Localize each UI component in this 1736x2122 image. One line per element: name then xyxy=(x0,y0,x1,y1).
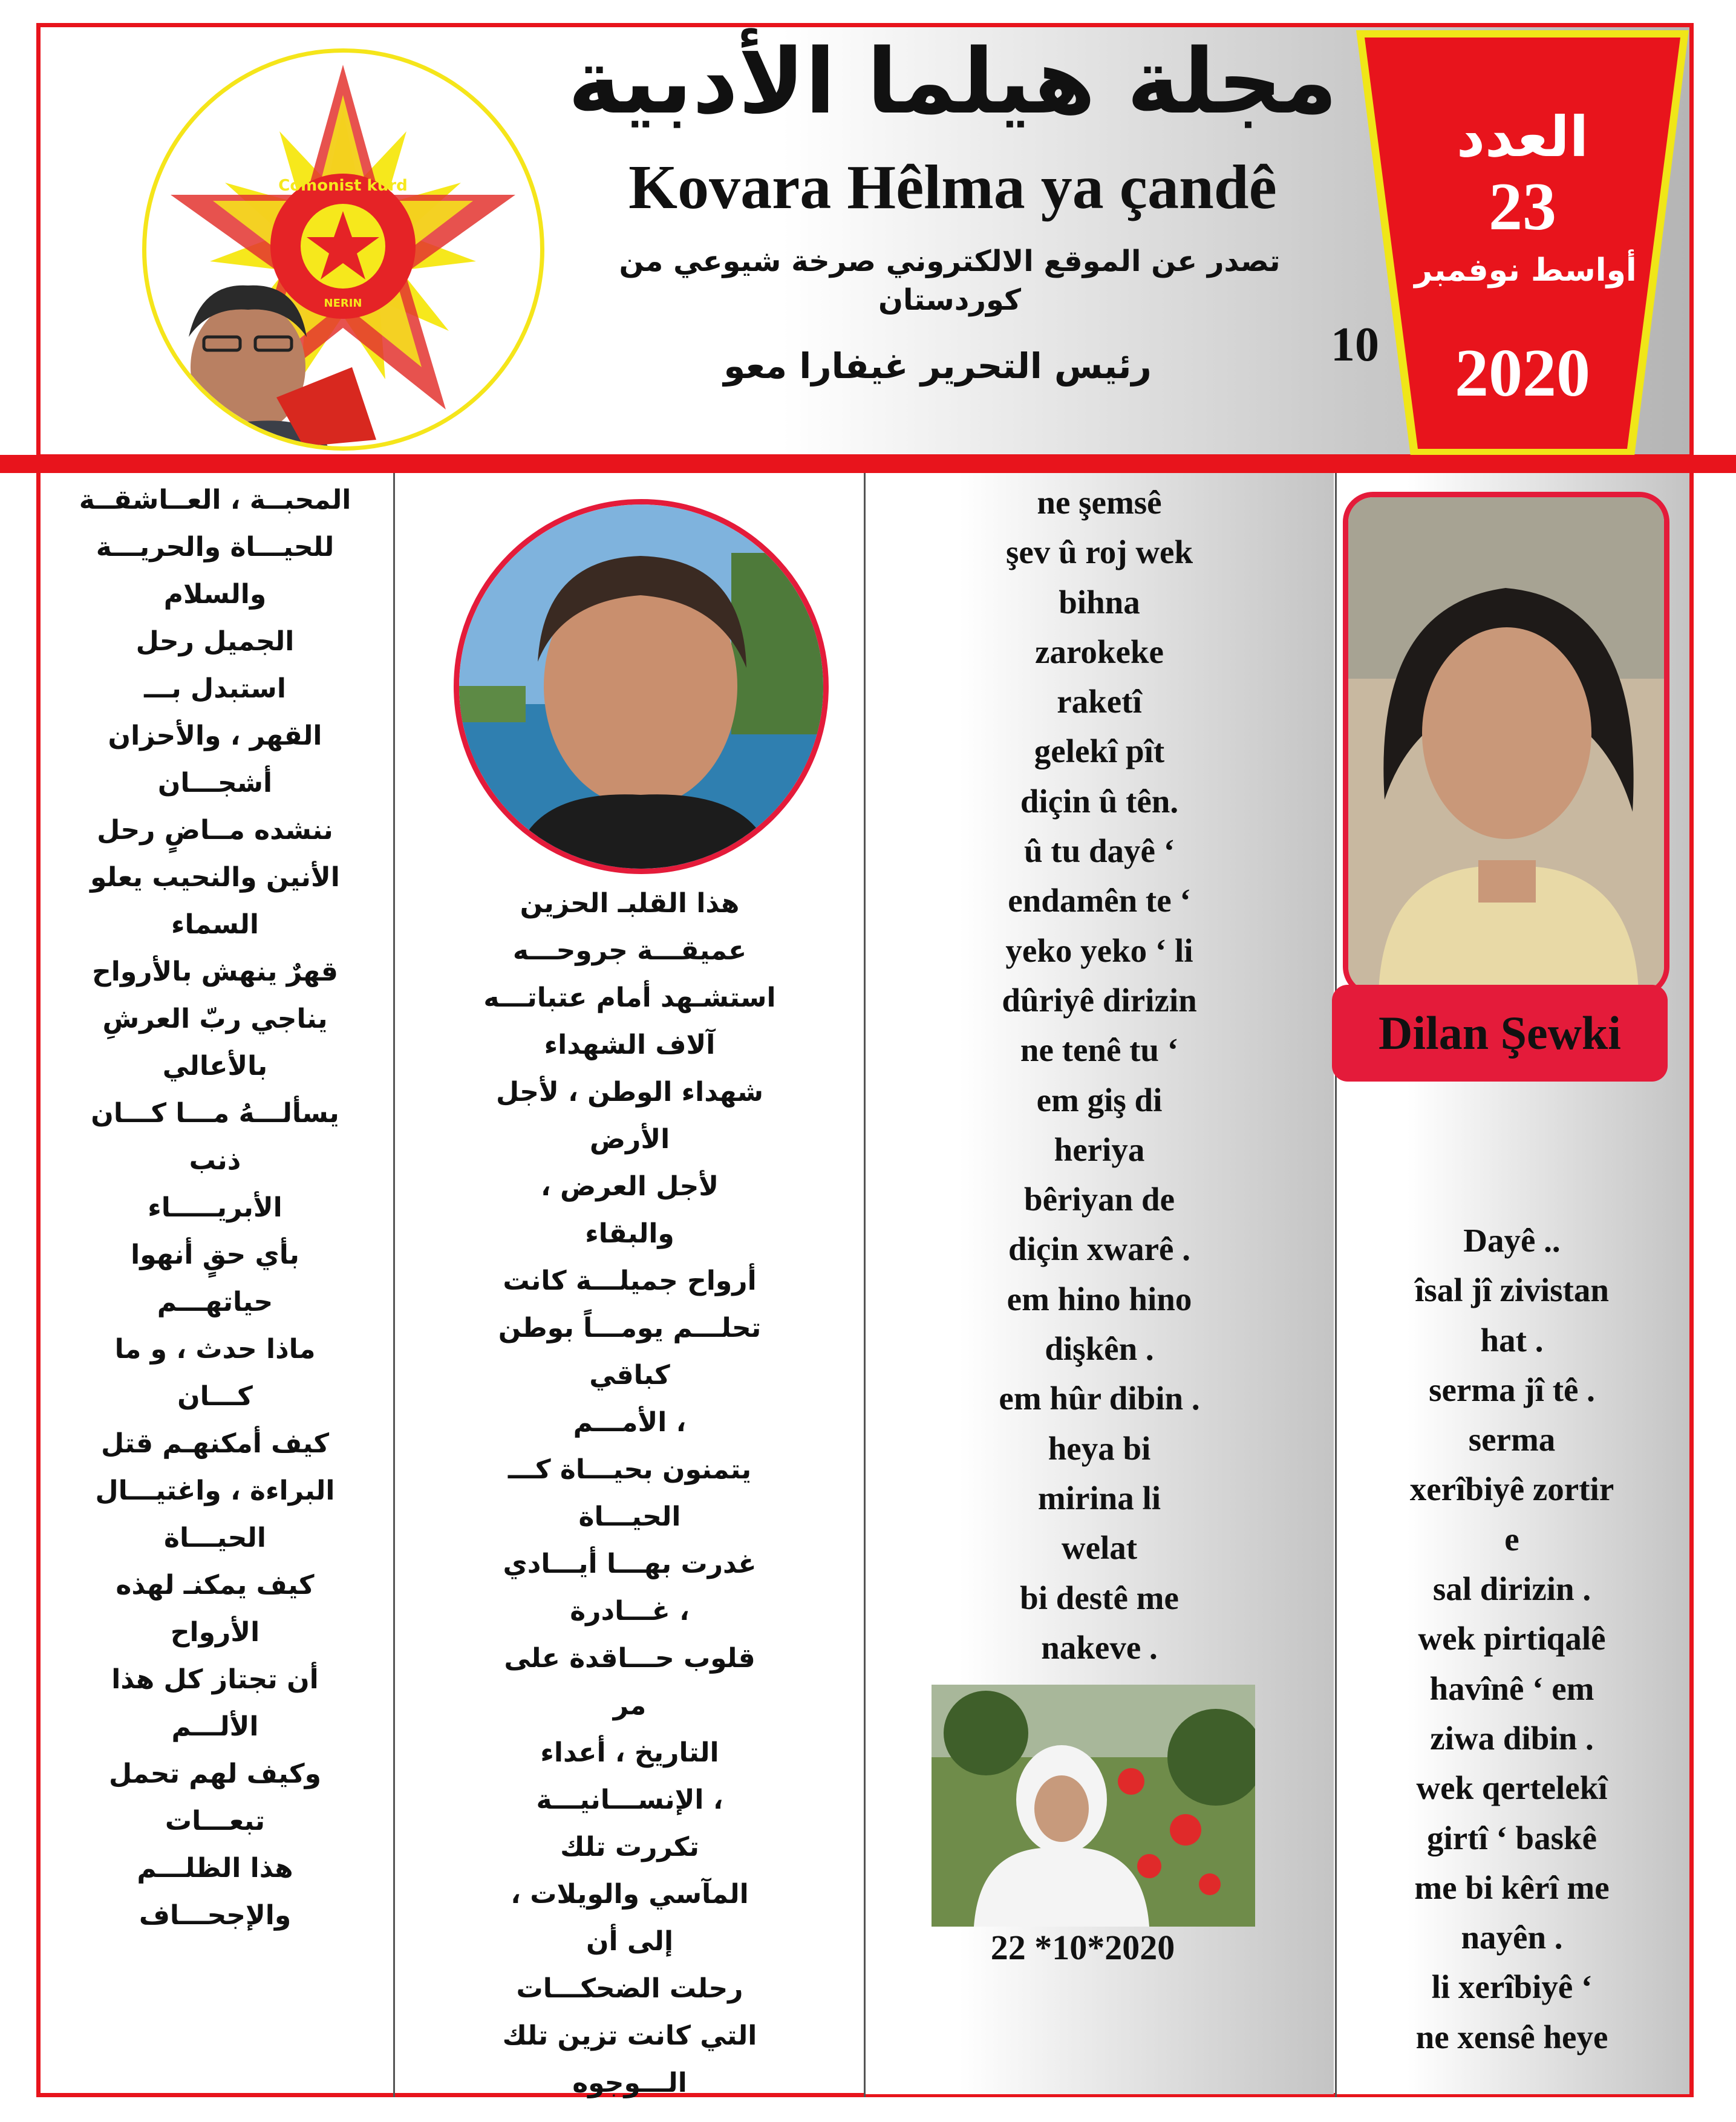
poem-line: شهداء الوطن ، لأجل xyxy=(496,1077,763,1108)
poem-line: كباقي xyxy=(589,1360,670,1391)
column-divider xyxy=(1335,473,1337,2097)
poet-photo-circle xyxy=(454,499,829,874)
logo xyxy=(142,48,544,451)
poem-line: الأرواح xyxy=(170,1617,260,1648)
poem-line: ننشده مــاضٍ رحل xyxy=(97,815,333,846)
poem-line: girtî ‘ baskê xyxy=(1426,1819,1597,1856)
poem-line: للحيـــاة والحريـــة xyxy=(96,532,334,563)
poem-line: الأنين والنحيب يعلو xyxy=(90,862,340,893)
poem-line: ziwa dibin . xyxy=(1430,1719,1594,1757)
poem-line: القهر ، والأحزان xyxy=(108,720,322,751)
column-divider xyxy=(864,473,866,2097)
poem-line: zarokeke xyxy=(1035,633,1164,670)
poem-line: قلوب حـــاقدة على xyxy=(504,1643,755,1674)
poem-line: welat xyxy=(1061,1529,1138,1567)
poem-line: والسلام xyxy=(163,579,267,610)
mother-photo xyxy=(932,1685,1255,1927)
poem-line: hat . xyxy=(1480,1321,1544,1359)
poem-line: حياتهـــم xyxy=(157,1287,273,1317)
poem-line: diçin û tên. xyxy=(1020,782,1179,820)
poem-line: ne şemsê xyxy=(1037,484,1162,521)
photo-icon xyxy=(932,1685,1255,1927)
poem-line: والإجحـــاف xyxy=(139,1900,292,1931)
issue-number: 23 xyxy=(1489,169,1556,244)
poem-line: أرواح جميلـــة كانت xyxy=(503,1265,757,1296)
poem-line: ماذا حدث ، و ما xyxy=(114,1334,316,1365)
poem-line: havînê ‘ em xyxy=(1429,1670,1594,1707)
poem-line: serma jî tê . xyxy=(1429,1371,1595,1408)
magazine-title-arabic: مجلة هيلما الأدبية xyxy=(567,30,1338,134)
poem-kurdish-right xyxy=(1338,1216,1686,2062)
poem-line: e xyxy=(1504,1520,1519,1558)
magazine-title-kurdish: Kovara Hêlma ya çandê xyxy=(628,152,1277,222)
poem-line: em hino hino xyxy=(1007,1280,1192,1317)
poem-line: بأي حقٍ أنهوا xyxy=(131,1239,299,1270)
poem-line: آلاف الشهداء xyxy=(544,1030,716,1060)
poem-line: sal dirizin . xyxy=(1432,1570,1591,1608)
poem-line: Dayê .. xyxy=(1463,1222,1561,1259)
poem-line: أشجـــان xyxy=(157,768,273,798)
poem-line: li xerîbiyê ‘ xyxy=(1431,1968,1593,2006)
logo-subtext: NERIN xyxy=(324,297,362,310)
issue-badge xyxy=(1350,25,1695,461)
portrait-icon xyxy=(1348,497,1664,991)
author-photo xyxy=(1343,492,1669,997)
issue-label: العدد xyxy=(1456,105,1589,169)
poem-line: كيف أمكنهـم قتل xyxy=(100,1428,330,1459)
poem-line: wek pirtiqalê xyxy=(1418,1620,1606,1657)
poem-line: xerîbiyê zortir xyxy=(1409,1471,1614,1508)
poem-line: endamên te ‘ xyxy=(1008,882,1191,919)
editor-in-chief: رئيس التحرير غيفارا معو xyxy=(723,345,1152,387)
poem-line: bihna xyxy=(1059,583,1140,621)
poem-line: bêriyan de xyxy=(1023,1181,1175,1218)
poem-line: ، غـــادرة xyxy=(570,1596,690,1627)
column-divider xyxy=(393,473,395,2097)
poem-line: أن تجتاز كل هذا xyxy=(111,1664,319,1695)
poem-line: لأجل العرض ، xyxy=(540,1171,719,1202)
poem-line: كيف يمكنـ لهذه xyxy=(116,1570,315,1601)
poem-line: البراءة ، واغتيـــال xyxy=(95,1475,335,1506)
poem-line: raketî xyxy=(1057,683,1142,720)
poem-line: heriya xyxy=(1054,1131,1145,1168)
poem-line: me bi kêrî me xyxy=(1414,1869,1610,1906)
poem-line: وكيف لهم تحمل xyxy=(108,1758,321,1789)
poem-line: mirina li xyxy=(1037,1479,1161,1516)
poem-arabic-middle xyxy=(399,880,860,2107)
poem-line: الأرض xyxy=(589,1124,670,1155)
poem-line: تبعـــات xyxy=(165,1806,266,1836)
poem-line: إلى أن xyxy=(586,1926,674,1957)
poem-line: ne xensê heye xyxy=(1415,2018,1608,2055)
poem-line: الـــوجوه xyxy=(572,2068,687,2098)
page-number: 10 xyxy=(1331,318,1379,371)
poem-line: استشـهد أمام عتباتـــه xyxy=(483,982,776,1013)
poem-line: الحيـــاة xyxy=(164,1523,266,1553)
poem-kurdish-middle xyxy=(868,478,1331,1673)
issue-year: 2020 xyxy=(1455,336,1590,411)
poem-line: الألـــم xyxy=(171,1711,259,1742)
poem-arabic-left xyxy=(41,477,389,1939)
poem-line: مر xyxy=(613,1690,647,1721)
poem-line: تحلـــم يومـــاً بوطن xyxy=(498,1313,762,1343)
header-divider xyxy=(0,455,1736,473)
poem-line: والبقاء xyxy=(585,1218,674,1249)
poem-line: heya bi xyxy=(1048,1429,1151,1467)
poem-line: الجميل رحل xyxy=(135,626,295,657)
poem-line: îsal jî zivistan xyxy=(1415,1272,1609,1309)
publisher-subtitle: تصدر عن الموقع الالكتروني صرخة شيوعي من كوردستان xyxy=(619,244,1281,317)
poem-line: الحيـــاة xyxy=(578,1501,681,1532)
poem-line: nayên . xyxy=(1461,1919,1563,1956)
poem-line: تكررت تلك xyxy=(560,1832,699,1862)
poem-line: gelekî pît xyxy=(1034,733,1165,770)
poem-line: ، الأمـــم xyxy=(573,1407,687,1438)
poem-line: em hûr dibin . xyxy=(999,1380,1200,1417)
poem-line: رحلت الضحكـــات xyxy=(516,1973,743,2004)
poem-line: السماء xyxy=(171,909,259,940)
poem-line: em giş di xyxy=(1036,1081,1163,1118)
poem-line: يناجي ربّ العرشِ xyxy=(102,1004,328,1034)
poem-line: şev û roj wek xyxy=(1005,534,1193,571)
author-name: Dilan Şewki xyxy=(1379,1007,1621,1059)
poem-line: هذا القلبـ الحزين xyxy=(520,888,740,919)
poem-line: û tu dayê ‘ xyxy=(1023,832,1175,870)
poem-line: التاريخ ، أعداء xyxy=(540,1737,719,1768)
poem-line: ذنب xyxy=(189,1145,241,1176)
poem-line: nakeve . xyxy=(1041,1628,1158,1666)
poem-line: ، الإنســـانيـــة xyxy=(536,1784,723,1815)
poem-line: كـــان xyxy=(177,1381,253,1412)
poem-line: غدرت بهـــا أيـــادي xyxy=(503,1549,757,1579)
portrait-icon xyxy=(459,504,823,869)
poem-line: المآسي والويلات ، xyxy=(511,1879,749,1910)
star-logo-icon xyxy=(146,53,540,446)
poem-line: استبدل بـــ xyxy=(144,673,286,704)
poem-line: يتمنون بحيـــاة كـــ xyxy=(507,1454,752,1485)
poem-line: قهرٌ ينهش بالأرواح xyxy=(92,956,338,987)
poem-line: هذا الظلـــم xyxy=(137,1853,293,1884)
poem-line: بالأعالي xyxy=(162,1051,268,1082)
poem-line: الأبريـــــاء xyxy=(148,1192,282,1223)
poem-line: عميقـــة جروحـــه xyxy=(512,935,747,966)
poem-line: wek qertelekî xyxy=(1416,1769,1608,1807)
poem-line: المحبــة ، العــاشقــة xyxy=(79,485,351,515)
poem-line: dişkên . xyxy=(1045,1330,1154,1368)
poem-line: ne tenê tu ‘ xyxy=(1020,1031,1179,1069)
poem-line: dûriyê dirizin xyxy=(1002,981,1197,1019)
logo-text: Comonist kurd xyxy=(278,177,408,195)
poem-line: bi destê me xyxy=(1020,1579,1179,1616)
poem-line: يسألـــهُ مـــا كـــان xyxy=(91,1098,339,1129)
issue-date: أواسط نوفمبر xyxy=(1414,252,1637,289)
poem-line: التي كانت تزين تلك xyxy=(502,2020,757,2051)
poem-line: diçin xwarê . xyxy=(1008,1230,1190,1268)
poem-line: serma xyxy=(1468,1421,1556,1458)
photo-caption: 22 *10*2020 xyxy=(990,1928,1175,1967)
poem-line: yeko yeko ‘ li xyxy=(1005,932,1193,969)
